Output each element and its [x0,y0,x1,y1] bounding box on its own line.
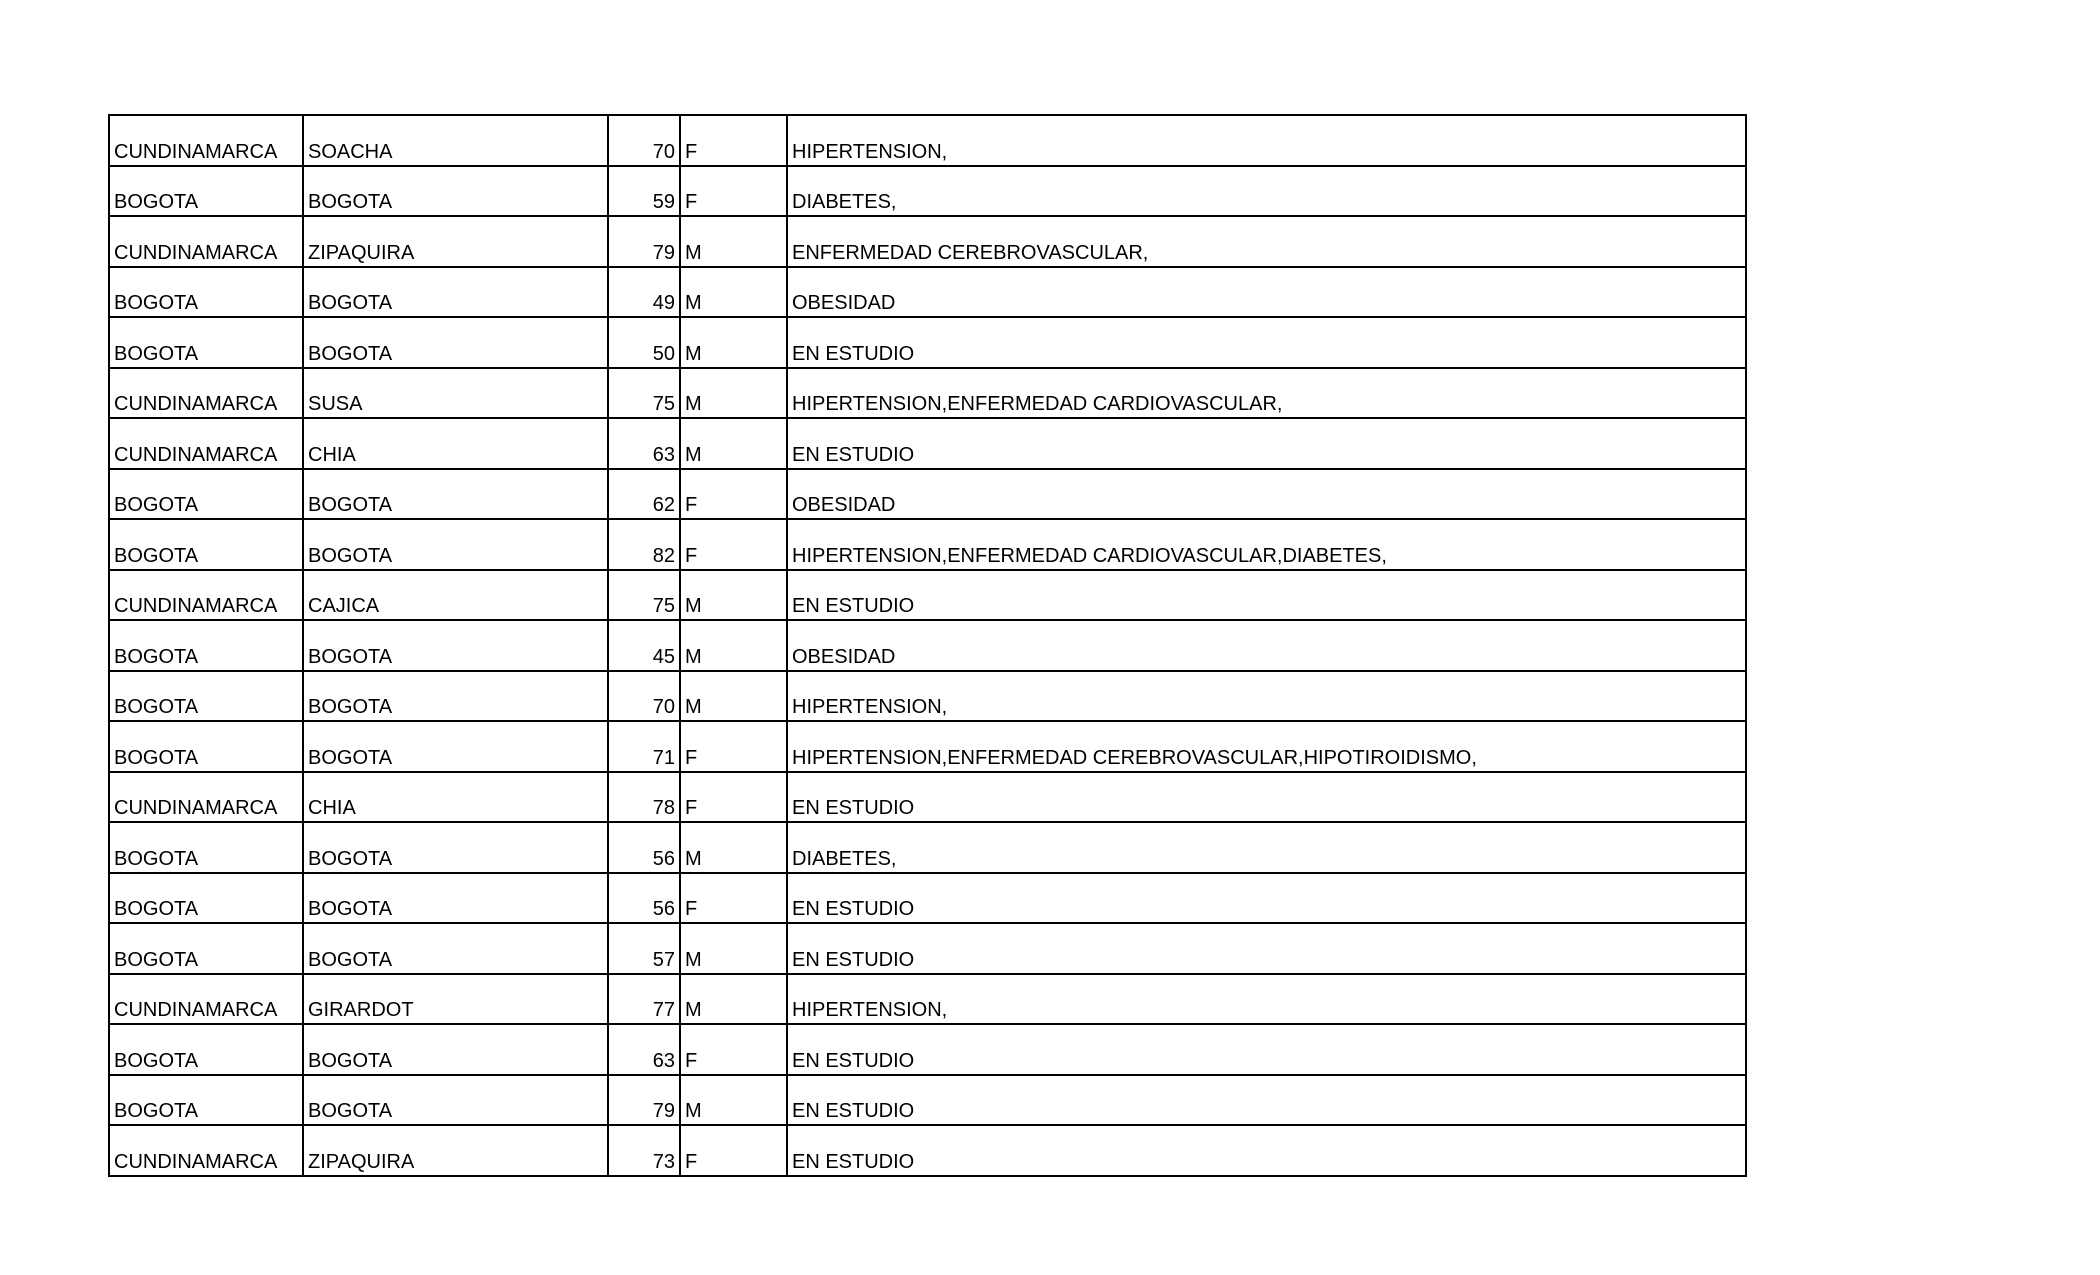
cell-edad: 75 [608,570,680,621]
cell-municipio: BOGOTA [303,822,608,873]
cell-sexo: F [680,1125,787,1176]
cell-municipio: ZIPAQUIRA [303,216,608,267]
cell-edad: 77 [608,974,680,1025]
cell-departamento: BOGOTA [109,519,303,570]
cell-municipio: BOGOTA [303,166,608,217]
cell-municipio: BOGOTA [303,1024,608,1075]
table-row [109,418,1746,469]
cell-departamento: CUNDINAMARCA [109,115,303,166]
cell-sexo: F [680,469,787,520]
table-row [109,1075,1746,1126]
cell-edad: 63 [608,1024,680,1075]
cell-edad: 57 [608,923,680,974]
cell-edad: 56 [608,822,680,873]
table-row [109,317,1746,368]
cell-municipio: BOGOTA [303,519,608,570]
cell-sexo: M [680,216,787,267]
table-row [109,822,1746,873]
cell-municipio: SUSA [303,368,608,419]
cell-departamento: BOGOTA [109,267,303,318]
cell-condicion: ENFERMEDAD CEREBROVASCULAR, [787,216,1746,267]
cell-sexo: F [680,519,787,570]
cell-edad: 62 [608,469,680,520]
cell-municipio: CAJICA [303,570,608,621]
table-row [109,721,1746,772]
cell-sexo: M [680,317,787,368]
cell-condicion: HIPERTENSION, [787,974,1746,1025]
cell-condicion: OBESIDAD [787,469,1746,520]
table-row [109,570,1746,621]
cell-condicion: DIABETES, [787,166,1746,217]
cell-departamento: CUNDINAMARCA [109,216,303,267]
cell-edad: 50 [608,317,680,368]
cell-departamento: BOGOTA [109,317,303,368]
cell-municipio: BOGOTA [303,1075,608,1126]
table-row [109,368,1746,419]
cell-departamento: BOGOTA [109,1024,303,1075]
cell-sexo: F [680,1024,787,1075]
table-row [109,620,1746,671]
cell-sexo: M [680,418,787,469]
table-row [109,974,1746,1025]
cell-edad: 70 [608,671,680,722]
cell-municipio: BOGOTA [303,721,608,772]
cell-departamento: BOGOTA [109,671,303,722]
table-row [109,1024,1746,1075]
cell-condicion: OBESIDAD [787,267,1746,318]
cell-sexo: M [680,1075,787,1126]
cell-sexo: F [680,721,787,772]
cell-edad: 45 [608,620,680,671]
cell-condicion: HIPERTENSION,ENFERMEDAD CARDIOVASCULAR,DIABETES, [787,519,1746,570]
cell-condicion: EN ESTUDIO [787,923,1746,974]
cell-sexo: M [680,671,787,722]
cell-sexo: M [680,368,787,419]
cell-edad: 82 [608,519,680,570]
cell-municipio: GIRARDOT [303,974,608,1025]
cell-condicion: HIPERTENSION, [787,671,1746,722]
table-row [109,519,1746,570]
cell-sexo: M [680,822,787,873]
cell-sexo: M [680,620,787,671]
document-page [108,114,1745,1177]
cell-municipio: CHIA [303,418,608,469]
cell-departamento: BOGOTA [109,873,303,924]
cell-condicion: HIPERTENSION,ENFERMEDAD CEREBROVASCULAR,HIPOTIROIDISMO, [787,721,1746,772]
cell-condicion: EN ESTUDIO [787,873,1746,924]
cell-departamento: CUNDINAMARCA [109,418,303,469]
cell-departamento: BOGOTA [109,1075,303,1126]
cell-condicion: EN ESTUDIO [787,772,1746,823]
cell-departamento: CUNDINAMARCA [109,368,303,419]
cell-edad: 79 [608,1075,680,1126]
cell-edad: 56 [608,873,680,924]
cell-municipio: BOGOTA [303,469,608,520]
cell-sexo: F [680,772,787,823]
cell-departamento: CUNDINAMARCA [109,974,303,1025]
cell-departamento: CUNDINAMARCA [109,772,303,823]
cell-condicion: EN ESTUDIO [787,1125,1746,1176]
cell-condicion: OBESIDAD [787,620,1746,671]
table-row [109,115,1746,166]
cell-departamento: BOGOTA [109,923,303,974]
cell-municipio: CHIA [303,772,608,823]
cell-condicion: EN ESTUDIO [787,418,1746,469]
cell-edad: 79 [608,216,680,267]
cell-condicion: HIPERTENSION,ENFERMEDAD CARDIOVASCULAR, [787,368,1746,419]
table-body [109,115,1746,1176]
table-row [109,923,1746,974]
cell-sexo: M [680,267,787,318]
table-row [109,267,1746,318]
table-row [109,166,1746,217]
table-row [109,1125,1746,1176]
table-row [109,772,1746,823]
cell-sexo: M [680,974,787,1025]
cell-departamento: BOGOTA [109,721,303,772]
cell-municipio: BOGOTA [303,671,608,722]
cell-sexo: M [680,570,787,621]
cell-edad: 75 [608,368,680,419]
cell-condicion: EN ESTUDIO [787,317,1746,368]
cell-sexo: F [680,166,787,217]
cell-condicion: HIPERTENSION, [787,115,1746,166]
table-row [109,216,1746,267]
table-row [109,873,1746,924]
table-row [109,469,1746,520]
cell-municipio: SOACHA [303,115,608,166]
cell-edad: 78 [608,772,680,823]
cell-edad: 71 [608,721,680,772]
cell-condicion: DIABETES, [787,822,1746,873]
cell-condicion: EN ESTUDIO [787,1024,1746,1075]
cell-departamento: BOGOTA [109,620,303,671]
table-row [109,671,1746,722]
cell-condicion: EN ESTUDIO [787,570,1746,621]
cell-sexo: F [680,873,787,924]
cell-departamento: BOGOTA [109,469,303,520]
cell-sexo: F [680,115,787,166]
cell-departamento: BOGOTA [109,822,303,873]
cell-edad: 59 [608,166,680,217]
cell-departamento: CUNDINAMARCA [109,570,303,621]
cell-departamento: CUNDINAMARCA [109,1125,303,1176]
cell-edad: 73 [608,1125,680,1176]
data-table [108,114,1747,1177]
cell-condicion: EN ESTUDIO [787,1075,1746,1126]
cell-municipio: BOGOTA [303,317,608,368]
cell-municipio: BOGOTA [303,873,608,924]
cell-municipio: ZIPAQUIRA [303,1125,608,1176]
cell-departamento: BOGOTA [109,166,303,217]
cell-municipio: BOGOTA [303,923,608,974]
cell-municipio: BOGOTA [303,620,608,671]
cell-municipio: BOGOTA [303,267,608,318]
cell-edad: 49 [608,267,680,318]
cell-sexo: M [680,923,787,974]
cell-edad: 70 [608,115,680,166]
cell-edad: 63 [608,418,680,469]
